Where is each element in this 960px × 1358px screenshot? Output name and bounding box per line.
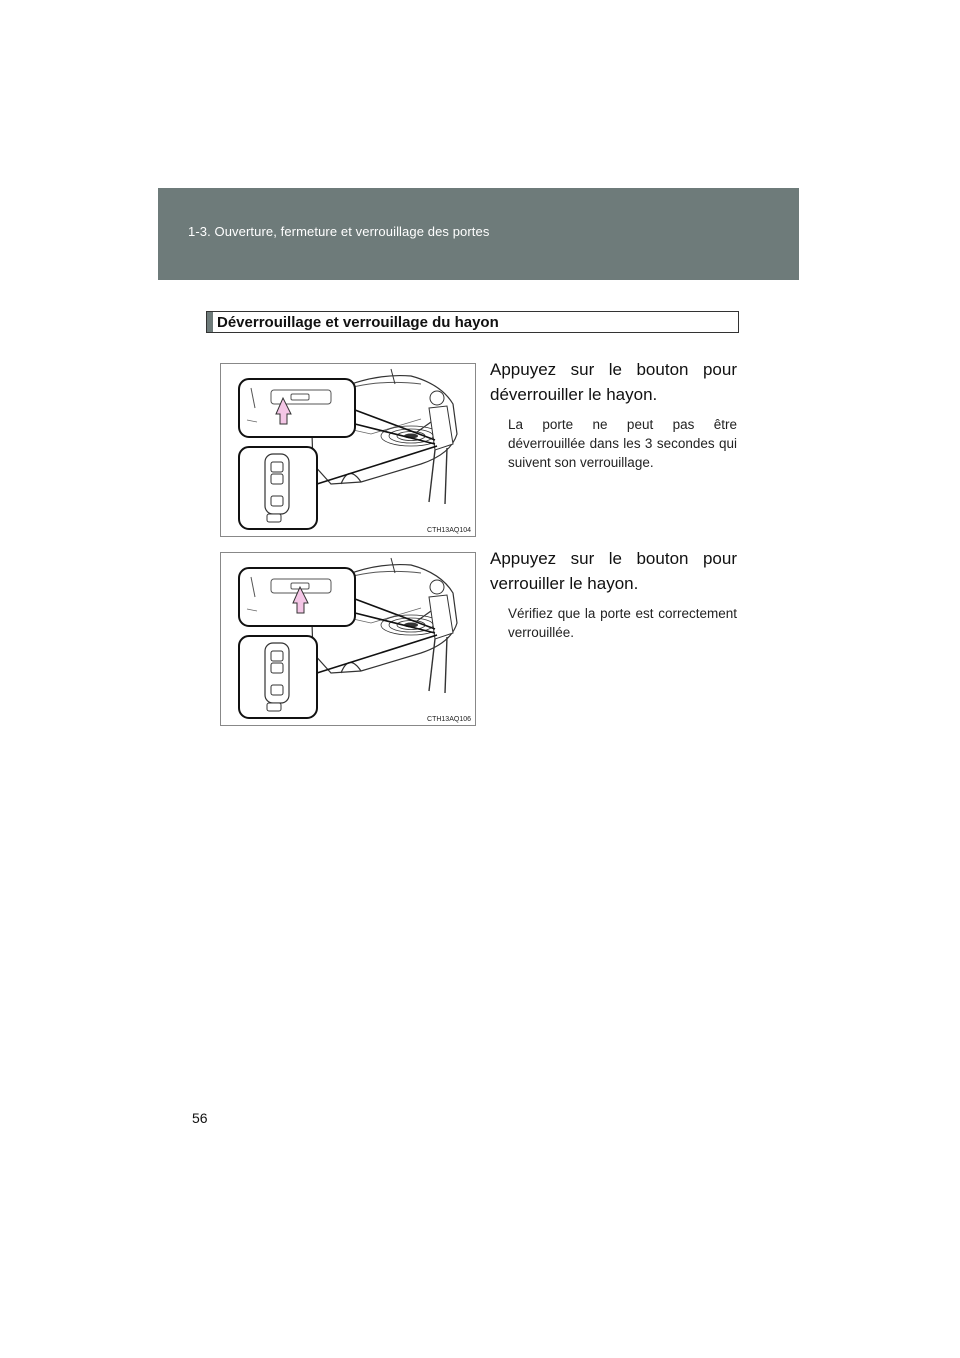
lock-illustration: [221, 553, 477, 727]
section-marker: [207, 312, 213, 332]
unlock-illustration: [221, 364, 477, 538]
section-title: Déverrouillage et verrouillage du hayon: [217, 314, 499, 331]
figure-lock: [220, 552, 476, 726]
figure-code: CTH13AQ104: [427, 527, 471, 534]
figure-unlock: [220, 363, 476, 537]
section-heading: [206, 311, 739, 333]
chapter-title: 1-3. Ouverture, fermeture et verrouillage des portes: [188, 224, 490, 239]
step-1-note: La porte ne peut pas être déverrouillée dans les 3 secondes qui suivent son verrouillage.: [508, 417, 737, 470]
step-2-instruction: Appuyez sur le bouton pour verrouiller le hayon.: [490, 549, 737, 593]
chapter-header: [158, 188, 799, 280]
step-1-instruction: Appuyez sur le bouton pour déverrouiller le hayon.: [490, 360, 737, 404]
step-2-note: Vérifiez que la porte est correctement verrouillée.: [508, 606, 737, 640]
figure-code: CTH13AQ106: [427, 716, 471, 723]
page-number: 56: [192, 1110, 208, 1126]
